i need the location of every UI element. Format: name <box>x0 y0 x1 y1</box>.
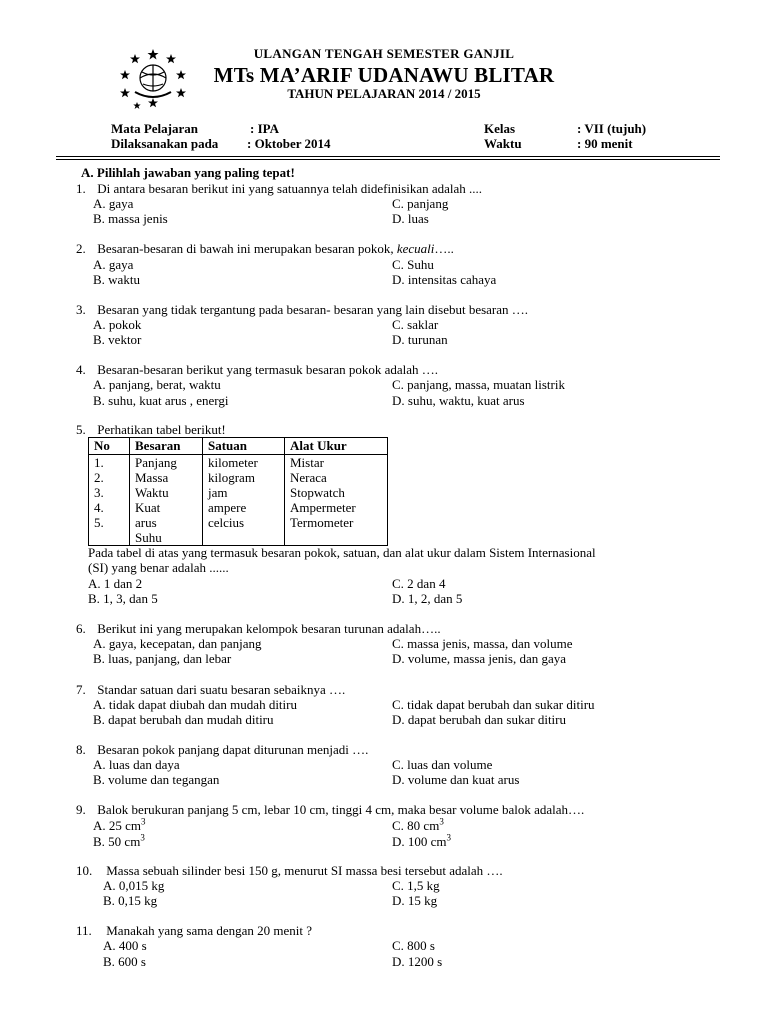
question-10 <box>76 863 503 879</box>
question-number: 3. <box>76 302 86 317</box>
table-header: Besaran <box>130 438 203 455</box>
option-b: B. dapat berubah dan mudah ditiru <box>93 712 274 727</box>
section-title: A. Pilihlah jawaban yang paling tepat! <box>81 165 295 180</box>
option-a: A. gaya <box>93 196 134 211</box>
table-cell: Suhu <box>135 530 162 545</box>
table-cell: 2. <box>94 470 104 485</box>
option-a: A. gaya, kecepatan, dan panjang <box>93 636 262 651</box>
option-a: A. luas dan daya <box>93 757 180 772</box>
option-c: C. luas dan volume <box>392 757 493 772</box>
option-text: A. 25 cm <box>93 818 142 833</box>
option-a: A. panjang, berat, waktu <box>93 377 221 392</box>
option-c: C. massa jenis, massa, dan volume <box>392 636 573 651</box>
option-d: D. suhu, waktu, kuat arus <box>392 393 525 408</box>
option-a: A. tidak dapat diubah dan mudah ditiru <box>93 697 297 712</box>
question-11 <box>76 923 312 939</box>
question-number: 1. <box>76 181 86 196</box>
table-cell: Ampermeter <box>290 500 356 515</box>
question-text: Besaran-besaran di bawah ini merupakan besaran pokok, <box>97 241 394 256</box>
question-number: 11. <box>76 923 92 938</box>
option-c: C. 800 s <box>392 938 435 953</box>
question-number: 4. <box>76 362 86 377</box>
question-4 <box>76 362 438 378</box>
question-text: Di antara besaran berikut ini yang satuannya telah didefinisikan adalah .... <box>97 181 483 196</box>
option-d: D. volume, massa jenis, dan gaya <box>392 651 567 666</box>
question-7 <box>76 682 345 698</box>
question-number: 5. <box>76 422 86 437</box>
question-text: Massa sebuah silinder besi 150 g, menurut SI massa besi tersebut adalah …. <box>106 863 503 878</box>
question-text: Besaran yang tidak tergantung pada besaran- besaran yang lain disebut besaran …. <box>97 302 529 317</box>
table-cell: kilometer <box>208 455 258 470</box>
table-cell: Stopwatch <box>290 485 345 500</box>
option-b: B. 0,15 kg <box>103 893 158 908</box>
option-c <box>392 818 444 834</box>
table-cell: Termometer <box>290 515 354 530</box>
divider <box>56 159 720 160</box>
option-a: A. gaya <box>93 257 134 272</box>
question-number: 8. <box>76 742 86 757</box>
table-cell: jam <box>208 485 228 500</box>
option-b: B. 600 s <box>103 954 146 969</box>
option-a: A. 400 s <box>103 938 147 953</box>
table-header-row <box>89 438 388 455</box>
table-cell: Mistar <box>290 455 324 470</box>
table-cell: celcius <box>208 515 245 530</box>
question-text: Manakah yang sama dengan 20 menit ? <box>106 923 313 938</box>
divider <box>56 156 720 157</box>
question-number: 6. <box>76 621 86 636</box>
table-header: Satuan <box>203 438 285 455</box>
time-label: Waktu <box>484 136 522 151</box>
option-d: D. intensitas cahaya <box>392 272 497 287</box>
option-b <box>93 834 145 850</box>
option-b: B. luas, panjang, dan lebar <box>93 651 232 666</box>
option-c: C. 1,5 kg <box>392 878 440 893</box>
option-d: D. turunan <box>392 332 448 347</box>
option-c: C. panjang, massa, muatan listrik <box>392 377 565 392</box>
option-c: C. panjang <box>392 196 449 211</box>
table-cell: 5. <box>94 515 104 530</box>
question-text: Balok berukuran panjang 5 cm, lebar 10 cm, tinggi 4 cm, maka besar volume balok adalah…. <box>97 802 585 817</box>
subject-label: Mata Pelajaran <box>111 121 199 136</box>
question-text: Berikut ini yang merupakan kelompok besaran turunan adalah….. <box>97 621 441 636</box>
table-column-alat-ukur <box>285 455 388 546</box>
table-column-no <box>89 455 130 546</box>
question-number: 10. <box>76 863 93 878</box>
table-cell: kilogram <box>208 470 255 485</box>
table-cell: 1. <box>94 455 104 470</box>
table-body <box>89 455 388 546</box>
option-text: C. 80 cm <box>392 818 440 833</box>
option-b: B. massa jenis <box>93 211 168 226</box>
superscript: 3 <box>446 832 452 843</box>
question-9 <box>76 802 584 818</box>
option-a <box>93 818 146 834</box>
superscript: 3 <box>439 816 444 827</box>
option-b: B. volume dan tegangan <box>93 772 220 787</box>
question-number: 7. <box>76 682 86 697</box>
option-c: C. Suhu <box>392 257 434 272</box>
option-text: B. 50 cm <box>93 834 141 849</box>
option-a: A. 0,015 kg <box>103 878 165 893</box>
academic-year: TAHUN PELAJARAN 2014 / 2015 <box>287 86 481 101</box>
question-text: Besaran pokok panjang dapat diturunan menjadi …. <box>97 742 369 757</box>
table-cell: arus <box>135 515 157 530</box>
table-header: Alat Ukur <box>285 438 388 455</box>
option-d: D. 1200 s <box>392 954 443 969</box>
question-text: Perhatikan tabel berikut! <box>97 422 226 437</box>
option-d: D. 1, 2, dan 5 <box>392 591 463 606</box>
option-a: A. pokok <box>93 317 142 332</box>
question-1 <box>76 181 482 197</box>
option-d: D. luas <box>392 211 429 226</box>
school-name: MTs MA’ARIF UDANAWU BLITAR <box>213 63 555 87</box>
question-text-emphasis: kecuali <box>396 241 435 256</box>
question-5 <box>76 422 226 438</box>
time-value: : 90 menit <box>577 136 633 151</box>
question-3 <box>76 302 528 318</box>
question-number: 9. <box>76 802 86 817</box>
table-cell: Kuat <box>135 500 161 515</box>
option-d <box>392 834 451 850</box>
table-column-besaran <box>130 455 203 546</box>
table-cell: Massa <box>135 470 169 485</box>
option-text: D. 100 cm <box>392 834 447 849</box>
option-c: C. 2 dan 4 <box>392 576 446 591</box>
table-cell: Panjang <box>135 455 177 470</box>
question-text: Standar satuan dari suatu besaran sebaiknya …. <box>97 682 346 697</box>
option-a: A. 1 dan 2 <box>88 576 143 591</box>
table-header: No <box>89 438 130 455</box>
table-cell: Waktu <box>135 485 169 500</box>
table-cell: ampere <box>208 500 247 515</box>
question-text: Pada tabel di atas yang termasuk besaran pokok, satuan, dan alat ukur dalam Sistem Internasional <box>88 545 596 560</box>
question-6 <box>76 621 441 637</box>
option-b: B. 1, 3, dan 5 <box>88 591 158 606</box>
table-cell: Neraca <box>290 470 327 485</box>
measurement-table <box>88 437 388 546</box>
table-cell: 4. <box>94 500 104 515</box>
option-d: D. volume dan kuat arus <box>392 772 520 787</box>
question-text: (SI) yang benar adalah ...... <box>88 560 229 575</box>
superscript: 3 <box>140 832 145 843</box>
class-value: : VII (tujuh) <box>577 121 647 136</box>
option-b: B. waktu <box>93 272 140 287</box>
table-column-satuan <box>203 455 285 546</box>
option-c: C. tidak dapat berubah dan sukar ditiru <box>392 697 595 712</box>
option-c: C. saklar <box>392 317 439 332</box>
option-d: D. 15 kg <box>392 893 438 908</box>
option-b: B. vektor <box>93 332 142 347</box>
date-label: Dilaksanakan pada <box>111 136 219 151</box>
exam-title: ULANGAN TENGAH SEMESTER GANJIL <box>253 46 515 61</box>
class-label: Kelas <box>484 121 516 136</box>
question-text-tail: ….. <box>434 241 454 256</box>
subject-value: : IPA <box>250 121 280 136</box>
date-value: : Oktober 2014 <box>247 136 331 151</box>
question-text: Besaran-besaran berikut yang termasuk besaran pokok adalah …. <box>97 362 439 377</box>
question-2 <box>76 241 454 257</box>
question-8 <box>76 742 368 758</box>
table-cell: 3. <box>94 485 104 500</box>
option-d: D. dapat berubah dan sukar ditiru <box>392 712 567 727</box>
superscript: 3 <box>141 816 146 827</box>
question-number: 2. <box>76 241 86 256</box>
option-b: B. suhu, kuat arus , energi <box>93 393 229 408</box>
